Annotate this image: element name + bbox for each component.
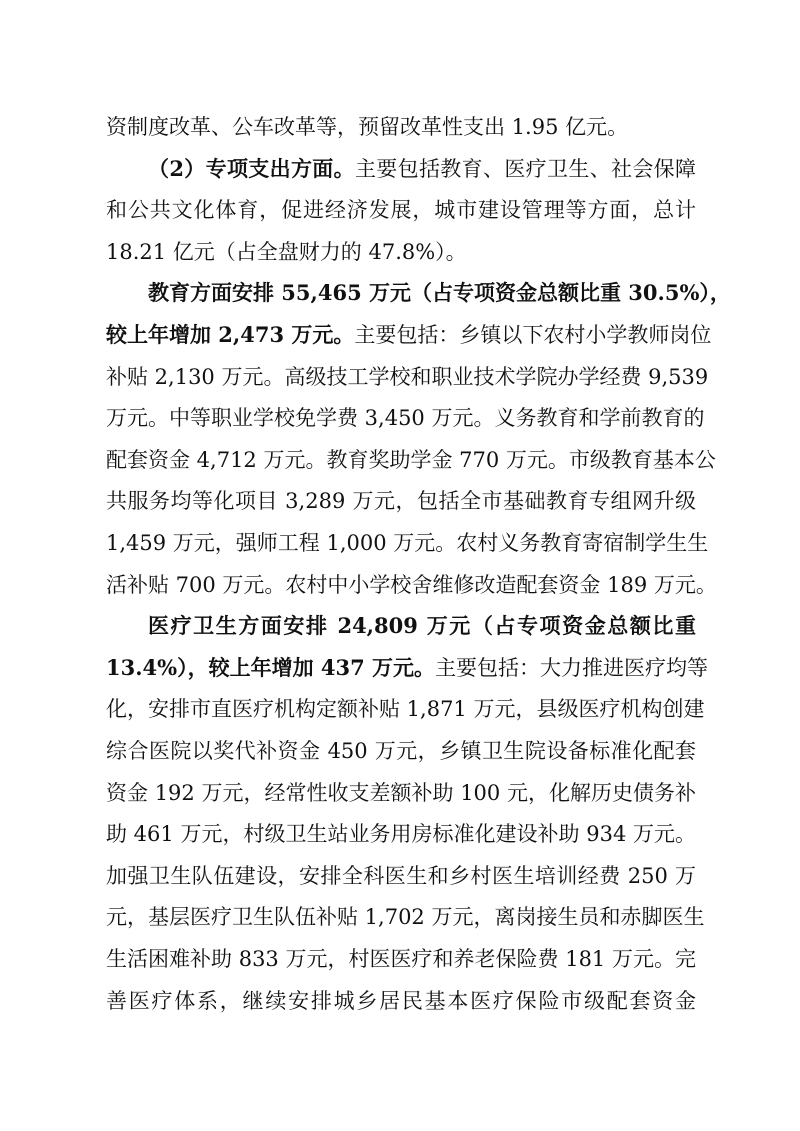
text-line: 助 461 万元，村级卫生站业务用房标准化建设补助 934 万元。 [106,822,696,847]
text-line: 医疗卫生方面安排 24,809 万元（占专项资金总额比重 [148,613,696,639]
text-line: 活补贴 700 万元。农村中小学校舍维修改造配套资金 189 万元。 [106,572,717,597]
text-line: 资金 192 万元，经常性收支差额补助 100 元，化解历史债务补 [106,780,696,805]
text-line: 资制度改革、公车改革等，预留改革性支出 1.95 亿元。 [106,115,629,139]
text-line: 万元。中等职业学校免学费 3,450 万元。义务教育和学前教育的 [106,406,705,431]
text-line: 较上年增加 2,473 万元。主要包括：乡镇以下农村小学教师岗位 [106,322,712,347]
text-line: 18.21 亿元（占全盘财力的 47.8%）。 [106,239,467,264]
text-line: 生活困难补助 833 万元，村医医疗和养老保险费 181 万元。完 [106,947,696,971]
text-line: 综合医院以奖代补资金 450 万元，乡镇卫生院设备标准化配套 [106,739,696,763]
text-line: 教育方面安排 55,465 万元（占专项资金总额比重 30.5%）， [148,280,731,306]
text-line: 配套资金 4,712 万元。教育奖助学金 770 万元。市级教育基本公 [106,447,716,472]
text-line: 1,459 万元，强师工程 1,000 万元。农村义务教育寄宿制学生生 [106,531,709,555]
text-line: 元，基层医疗卫生队伍补贴 1,702 万元，离岗接生员和赤脚医生 [106,905,705,930]
text-line: 和公共文化体育，促进经济发展，城市建设管理等方面，总计 [106,198,696,223]
text-line: （2）专项支出方面。主要包括教育、医疗卫生、社会保障 [148,155,696,181]
text-line: 补贴 2,130 万元。高级技工学校和职业技术学院办学经费 9,539 [106,364,709,389]
text-line: 13.4%），较上年增加 437 万元。主要包括：大力推进医疗均等 [106,654,709,680]
text-line: 善医疗体系，继续安排城乡居民基本医疗保险市级配套资金 [106,988,696,1013]
text-line: 共服务均等化项目 3,289 万元，包括全市基础教育专组网升级 [106,489,696,514]
text-line: 加强卫生队伍建设，安排全科医生和乡村医生培训经费 250 万 [106,863,696,888]
text-line: 化，安排市直医疗机构定额补贴 1,871 万元，县级医疗机构创建 [106,697,705,722]
